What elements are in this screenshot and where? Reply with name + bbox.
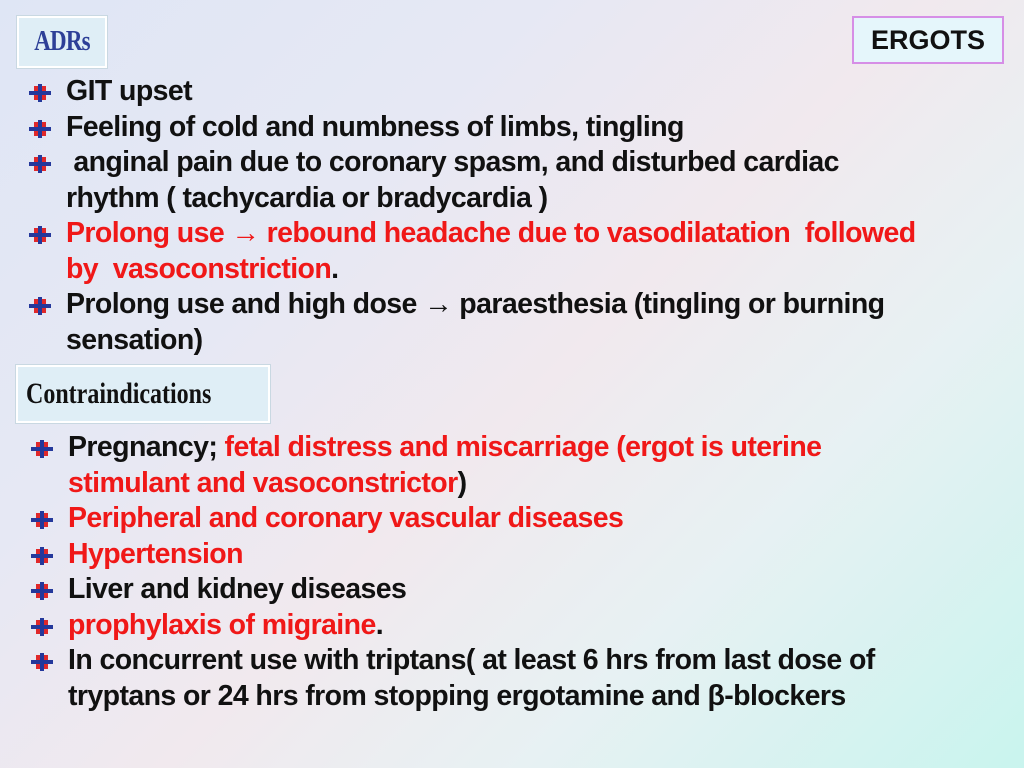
list-item: Peripheral and coronary vascular diseases: [30, 501, 980, 537]
list-item: Pregnancy; fetal distress and miscarriage (ergot is uterine stimulant and vasoconstrictor): [30, 430, 980, 501]
list-item: anginal pain due to coronary spasm, and disturbed cardiac rhythm ( tachycardia or bradycardia ): [28, 145, 978, 216]
bullet-icon: [28, 84, 52, 102]
bullet-icon: [30, 440, 54, 458]
adrs-label: ADRs: [34, 26, 90, 57]
bullet-icon: [30, 582, 54, 600]
bullet-icon: [30, 618, 54, 636]
bullet-icon: [28, 120, 52, 138]
list-item: Hypertension: [30, 537, 980, 573]
bullet-icon: [28, 226, 52, 244]
contraindications-list: [30, 430, 980, 714]
adrs-label-box: [17, 16, 107, 68]
bullet-icon: [28, 155, 52, 173]
topic-label-box: [852, 16, 1004, 64]
topic-label: ERGOTS: [870, 25, 985, 55]
bullet-icon: [28, 297, 52, 315]
bullet-icon: [30, 511, 54, 529]
contraindications-heading: Contraindications: [26, 377, 212, 410]
list-item: In concurrent use with triptans( at least 6 hrs from last dose of tryptans or 24 hrs from stopping ergotamine and β-blockers: [30, 643, 980, 714]
list-item: Prolong use → rebound headache due to vasodilatation followed by vasoconstriction.: [28, 216, 978, 287]
list-item: prophylaxis of migraine.: [30, 608, 980, 644]
contraindications-heading-box: [16, 365, 270, 423]
bullet-icon: [30, 547, 54, 565]
adrs-list: [28, 74, 978, 358]
bullet-icon: [30, 653, 54, 671]
list-item: Liver and kidney diseases: [30, 572, 980, 608]
list-item: Prolong use and high dose → paraesthesia (tingling or burning sensation): [28, 287, 978, 358]
list-item: Feeling of cold and numbness of limbs, tingling: [28, 110, 978, 146]
list-item: GIT upset: [28, 74, 978, 110]
